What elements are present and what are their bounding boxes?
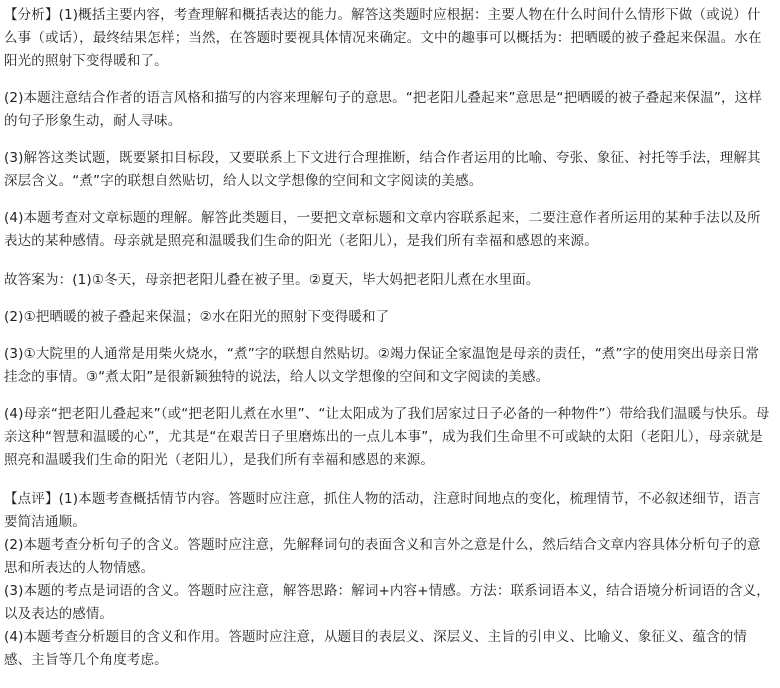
analysis-paragraph-1: 【分析】(1)概括主要内容，考查理解和概括表达的能力。解答这类题时应根据：主要人物在什么时间什么情形下做（或说）什么事（或话），最终结果怎样；当然，在答题时要视具体情况来确定。文中的趣事可以概括为：把晒暖的被子叠起来保温。水在阳光的照射下变得暖和了。 (4, 7, 762, 69)
answer-paragraph-4: (4)母亲“把老阳儿叠起来”（或“把老阳儿煮在水里”、“让太阳成为了我们居家过日子必备的一种物件”）带给我们温暖与快乐。母亲这种“智慧和温暖的心”，尤其是“在艰苦日子里磨炼出的一点儿本事”，成为我们生命里不可或缺的太阳（老阳儿），母亲就是照亮和温暖我们生命的阳光（老阳儿），是我们所有幸福和感恩的来源。 (4, 406, 770, 468)
answer-paragraph-1: 故答案为：(1)①冬天，母亲把老阳儿叠在被子里。②夏天，毕大妈把老阳儿煮在水里面。 (4, 272, 540, 288)
comment-paragraph-2: (2)本题考查分析句子的含义。答题时应注意，先解释词句的表面含义和言外之意是什么，然后结合文章内容具体分析句子的意思和所表达的人物情感。 (4, 537, 761, 576)
analysis-paragraph-2: (2)本题注意结合作者的语言风格和描写的内容来理解句子的意思。“把老阳儿叠起来”意思是“把晒暖的被子叠起来保温”，这样的句子形象生动，耐人寻味。 (4, 90, 762, 129)
comment-section (4, 488, 772, 672)
comment-paragraph-1: 【点评】(1)本题考查概括情节内容。答题时应注意，抓住人物的活动，注意时间地点的变化，梳理情节，不必叙述细节，语言要简洁通顺。 (4, 491, 761, 530)
answer-section (4, 269, 772, 472)
analysis-paragraph-3: (3)解答这类试题，既要紧扣目标段，又要联系上下文进行合理推断，结合作者运用的比喻、夸张、象征、衬托等手法，理解其深层含义。“煮”字的联想自然贴切，给人以文学想像的空间和文字阅读的美感。 (4, 150, 761, 189)
answer-paragraph-3: (3)①大院里的人通常是用柴火烧水，“煮”字的联想自然贴切。②竭力保证全家温饱是母亲的责任，“煮”字的使用突出母亲日常挂念的事情。③“煮太阳”是很新颖独特的说法，给人以文学想像的空间和文字阅读的美感。 (4, 346, 760, 385)
analysis-paragraph-4: (4)本题考查对文章标题的理解。解答此类题目，一要把文章标题和文章内容联系起来，二要注意作者所运用的某种手法以及所表达的某种感情。母亲就是照亮和温暖我们生命的阳光（老阳儿），是我们所有幸福和感恩的来源。 (4, 210, 761, 249)
answer-paragraph-2: (2)①把晒暖的被子叠起来保温；②水在阳光的照射下变得暖和了 (4, 309, 390, 325)
comment-paragraph-3: (3)本题的考点是词语的含义。答题时应注意，解答思路：解词+内容+情感。方法：联系词语本义，结合语境分析词语的含义，以及表达的感情。 (4, 583, 770, 622)
comment-paragraph-4: (4)本题考查分析题目的含义和作用。答题时应注意，从题目的表层义、深层义、主旨的引申义、比喻义、象征义、蕴含的情感、主旨等几个角度考虑。 (4, 629, 748, 668)
analysis-section (4, 4, 772, 253)
